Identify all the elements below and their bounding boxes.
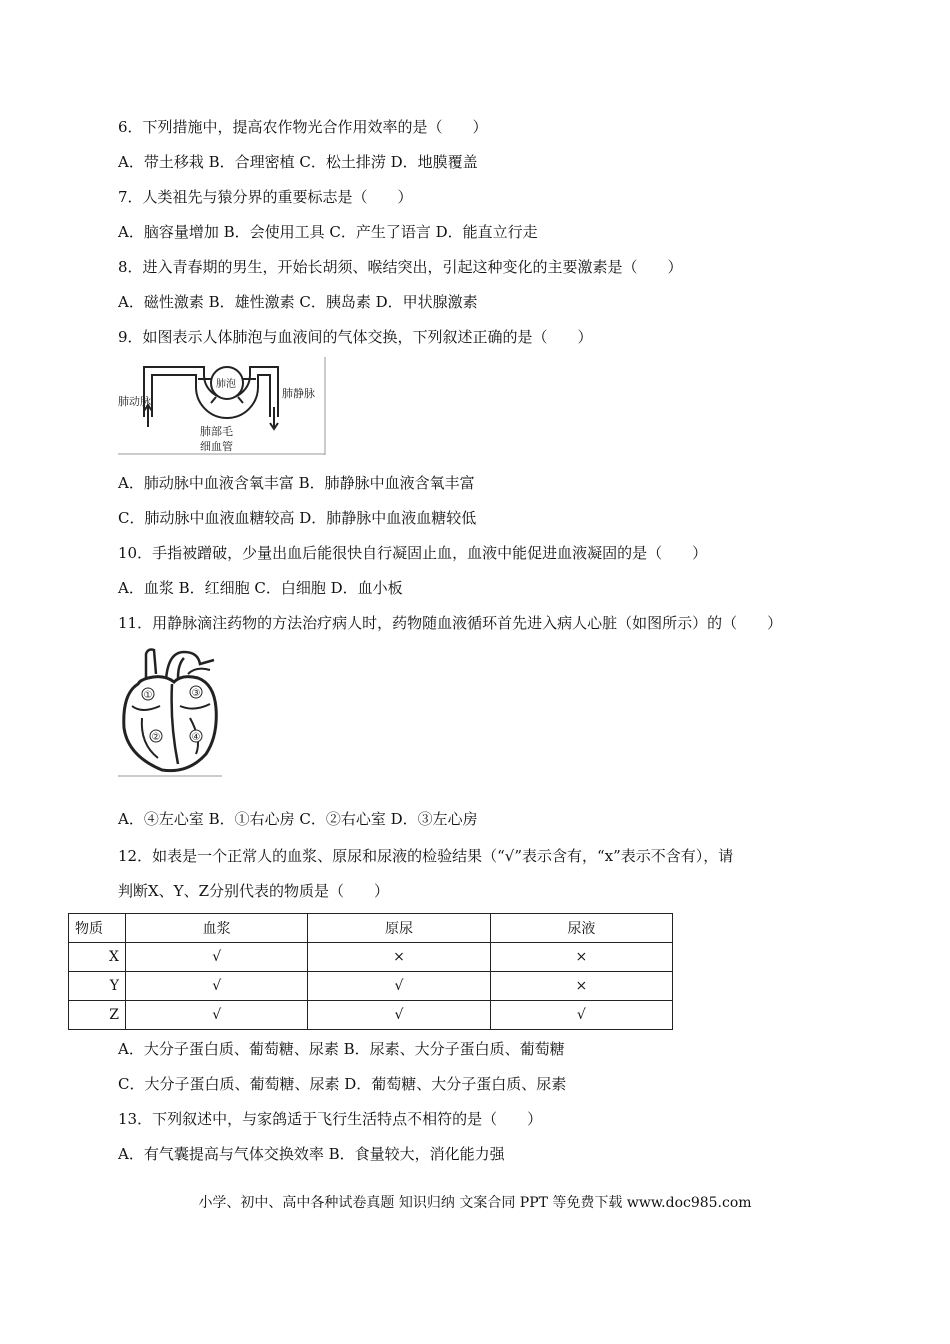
q10-options: A．血浆 B．红细胞 C．白细胞 D．血小板 <box>118 579 403 597</box>
table-row <box>69 972 673 1001</box>
q12-options-2: C．大分子蛋白质、葡萄糖、尿素 D．葡萄糖、大分子蛋白质、尿素 <box>118 1075 567 1093</box>
q6-stem: 6．下列措施中，提高农作物光合作用效率的是（ ） <box>118 118 488 136</box>
chamber-label-1: ① <box>143 690 153 701</box>
q12-stem-1: 12．如表是一个正常人的血浆、原尿和尿液的检验结果（“√”表示含有，“x”表示不含有），请 <box>118 847 734 865</box>
q11-stem: 11．用静脉滴注药物的方法治疗病人时，药物随血液循环首先进入病人心脏（如图所示）的（ ） <box>118 614 783 632</box>
table-row <box>69 1001 673 1030</box>
test-result-table <box>68 913 673 1030</box>
label-pulmonary-vein: 肺静脉 <box>282 387 315 400</box>
label-capillary-1: 肺部毛 <box>200 425 233 438</box>
table-cell: √ <box>126 972 308 1001</box>
q8-stem: 8．进入青春期的男生，开始长胡须、喉结突出，引起这种变化的主要激素是（ ） <box>118 258 683 276</box>
table-cell: Y <box>69 972 126 1001</box>
label-alveolus: 肺泡 <box>216 379 236 390</box>
table-cell: √ <box>490 1001 672 1030</box>
table-cell: × <box>490 943 672 972</box>
q9-stem: 9．如图表示人体肺泡与血液间的气体交换，下列叙述正确的是（ ） <box>118 328 593 346</box>
q6-options: A．带土移栽 B．合理密植 C．松土排涝 D．地膜覆盖 <box>118 153 478 171</box>
q11-options: A．④左心室 B．①右心房 C．②右心室 D．③左心房 <box>118 810 478 828</box>
table-cell: √ <box>308 972 490 1001</box>
alveolus-figure <box>118 357 328 457</box>
table-header-row <box>69 914 673 943</box>
q12-stem-2: 判断X、Y、Z分别代表的物质是（ ） <box>118 882 390 900</box>
label-pulmonary-artery: 肺动脉 <box>118 395 151 408</box>
page-footer: 小学、初中、高中各种试卷真题 知识归纳 文案合同 PPT 等免费下载 www.doc985.com <box>198 1195 752 1211</box>
table-header: 尿液 <box>490 914 672 943</box>
q9-options-1: A．肺动脉中血液含氧丰富 B．肺静脉中血液含氧丰富 <box>118 474 475 492</box>
table-row <box>69 943 673 972</box>
heart-figure <box>118 644 222 778</box>
q13-stem: 13．下列叙述中，与家鸽适于飞行生活特点不相符的是（ ） <box>118 1110 543 1128</box>
table-cell: × <box>490 972 672 1001</box>
chamber-label-4: ④ <box>191 732 201 743</box>
chamber-label-2: ② <box>151 732 161 743</box>
q8-options: A．磁性激素 B．雄性激素 C．胰岛素 D．甲状腺激素 <box>118 293 478 311</box>
chamber-label-3: ③ <box>191 688 201 699</box>
table-header: 血浆 <box>126 914 308 943</box>
table-cell: Z <box>69 1001 126 1030</box>
table-cell: √ <box>126 943 308 972</box>
q12-options-1: A．大分子蛋白质、葡萄糖、尿素 B．尿素、大分子蛋白质、葡萄糖 <box>118 1040 565 1058</box>
table-header: 物质 <box>69 914 126 943</box>
q7-stem: 7．人类祖先与猿分界的重要标志是（ ） <box>118 188 413 206</box>
q13-options: A．有气囊提高与气体交换效率 B．食量较大，消化能力强 <box>118 1145 505 1163</box>
table-cell: √ <box>308 1001 490 1030</box>
q7-options: A．脑容量增加 B．会使用工具 C．产生了语言 D．能直立行走 <box>118 223 538 241</box>
table-header: 原尿 <box>308 914 490 943</box>
table-cell: × <box>308 943 490 972</box>
q10-stem: 10．手指被蹭破，少量出血后能很快自行凝固止血，血液中能促进血液凝固的是（ ） <box>118 544 708 562</box>
label-capillary-2: 细血管 <box>200 440 233 453</box>
table-cell: √ <box>126 1001 308 1030</box>
q9-options-2: C．肺动脉中血液血糖较高 D．肺静脉中血液血糖较低 <box>118 509 477 527</box>
table-cell: X <box>69 943 126 972</box>
